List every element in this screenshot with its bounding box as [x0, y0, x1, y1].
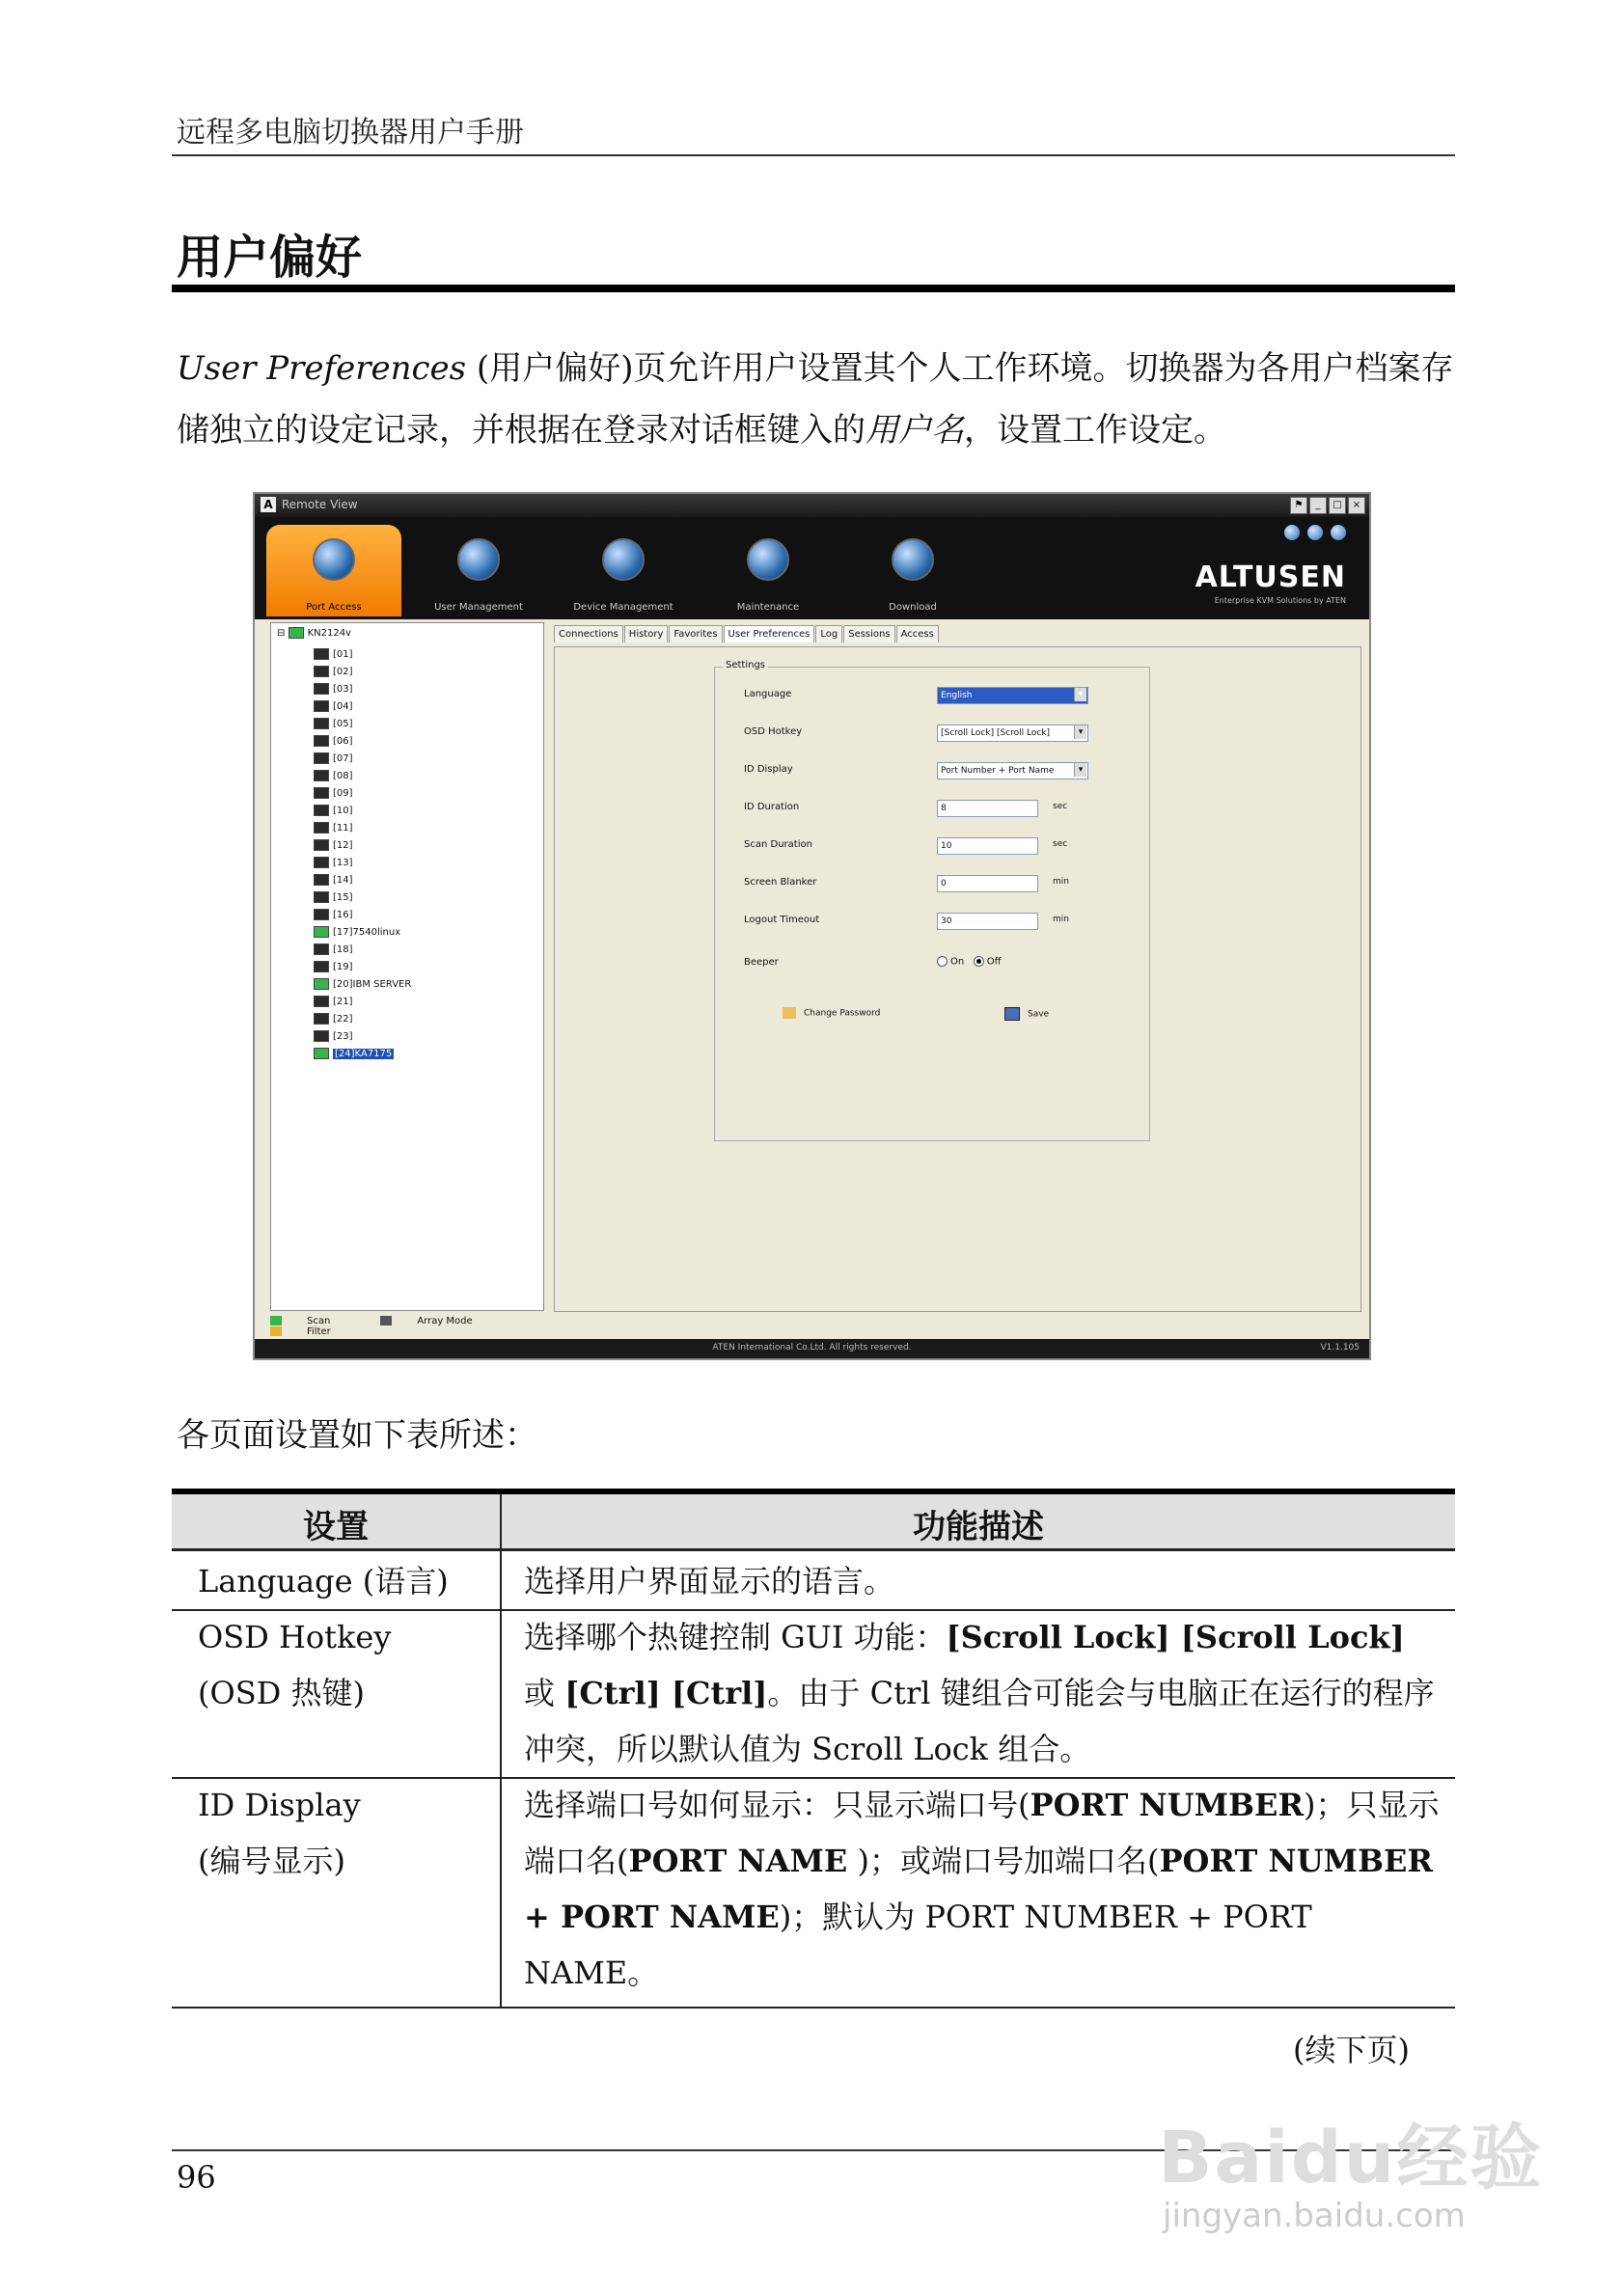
tree-item[interactable]	[314, 976, 411, 994]
computer-icon	[314, 683, 329, 695]
save-button[interactable]	[1004, 1007, 1049, 1021]
globe-icon	[313, 538, 355, 581]
main-tab-label: Maintenance	[736, 602, 800, 613]
main-tab-download[interactable]	[845, 525, 980, 616]
maximize-button[interactable]: □	[1329, 497, 1346, 514]
status-bar	[255, 1339, 1369, 1358]
tree-item[interactable]	[314, 716, 353, 733]
computer-icon	[314, 735, 329, 747]
main-tab-label: Device Management	[573, 602, 673, 613]
sub-tab-user-preferences[interactable]: User Preferences	[724, 625, 815, 642]
tool-label: Filter	[307, 1326, 331, 1337]
main-toolbar	[255, 517, 1369, 619]
beeper-options	[937, 956, 1002, 968]
computer-icon	[314, 787, 329, 799]
setting-unit: sec	[1053, 839, 1068, 849]
tool-scan[interactable]	[270, 1316, 355, 1326]
tree-item[interactable]	[314, 837, 353, 855]
tree-item[interactable]	[314, 1046, 394, 1063]
computer-icon	[314, 752, 329, 764]
tree-item[interactable]	[314, 942, 353, 959]
settings-legend: Settings	[723, 660, 768, 670]
tree-item-label: [02]	[333, 667, 353, 677]
setting-label: Scan Duration	[744, 839, 812, 850]
sub-tab-access[interactable]: Access	[896, 625, 939, 642]
tree-item-label: [12]	[333, 840, 353, 851]
setting-unit: min	[1053, 915, 1069, 924]
setting-label: ID Display	[744, 764, 793, 775]
beeper-on-radio[interactable]	[937, 956, 948, 967]
settings-group	[714, 660, 1150, 1141]
setting-input[interactable]: 0	[937, 875, 1038, 892]
column-divider	[500, 1494, 502, 2009]
tree-item-label: [10]	[333, 806, 353, 816]
computer-icon	[314, 943, 329, 955]
tree-item-label: [01]	[333, 649, 353, 660]
minimize-button[interactable]: _	[1309, 497, 1327, 514]
intro-italic: User Preferences	[177, 349, 467, 388]
setting-unit: sec	[1053, 802, 1068, 811]
tree-item[interactable]	[314, 994, 353, 1011]
computer-icon	[314, 874, 329, 886]
sub-tab-connections[interactable]: Connections	[554, 625, 623, 642]
table-cell-setting: Language (语言)	[198, 1563, 449, 1599]
computer-icon	[314, 648, 329, 660]
main-tab-port-access[interactable]	[266, 525, 401, 616]
tree-item[interactable]	[314, 872, 353, 889]
setting-label: OSD Hotkey	[744, 726, 803, 737]
pin-icon[interactable]: ⚑	[1290, 497, 1307, 514]
tree-item[interactable]	[314, 803, 353, 820]
tree-item[interactable]	[314, 1028, 353, 1046]
beeper-off-radio[interactable]	[974, 956, 984, 967]
computer-icon	[314, 926, 329, 938]
tree-item-label: [22]	[333, 1014, 353, 1025]
intro-italic-username: 用户名	[865, 411, 964, 450]
tree-item[interactable]	[314, 768, 353, 785]
tree-item-label: [06]	[333, 736, 353, 747]
copyright-text: ATEN International Co.Ltd. All rights reserved.	[712, 1343, 912, 1353]
tree-item-label: [07]	[333, 753, 353, 764]
setting-unit: min	[1053, 877, 1069, 887]
tree-item-label: [15]	[333, 892, 353, 903]
globe-icon	[892, 538, 934, 581]
intro-text-3: ，设置工作设定。	[964, 411, 1226, 450]
section-rule	[172, 285, 1455, 292]
tree-item[interactable]	[314, 733, 353, 751]
window-controls	[1288, 497, 1365, 514]
tree-item-label: [20]IBM SERVER	[333, 979, 412, 990]
tree-item[interactable]	[314, 907, 353, 924]
help-icon[interactable]	[1284, 525, 1300, 540]
change-password-label: Change Password	[804, 1008, 881, 1019]
computer-icon	[314, 770, 329, 781]
tree-item-label: [17]7540linux	[333, 927, 401, 938]
brand-subtitle: Enterprise KVM Solutions by ATEN	[1214, 596, 1346, 605]
tree-tools	[270, 1316, 542, 1335]
intro-text-2: 储独立的设定记录，并根据在登录对话框键入的	[177, 411, 865, 450]
tree-item[interactable]	[314, 785, 353, 803]
tree-item-label: [04]	[333, 701, 353, 712]
setting-label: Logout Timeout	[744, 915, 820, 925]
window-title: Remote View	[282, 498, 358, 511]
computer-icon	[314, 666, 329, 677]
beeper-on-label: On	[950, 956, 965, 968]
computer-icon	[314, 700, 329, 712]
intro-text-1: (用户偏好)页允许用户设置其个人工作环境。切换器为各用户档案存	[466, 349, 1454, 388]
tree-item[interactable]	[314, 820, 353, 837]
table-cell-setting: ID Display (编号显示)	[198, 1787, 361, 1879]
computer-icon	[314, 978, 329, 990]
tree-item[interactable]	[314, 698, 353, 716]
setting-input[interactable]: 8	[937, 800, 1038, 817]
port-tree	[270, 622, 544, 1311]
key-icon	[783, 1007, 796, 1019]
table-header-setting: 设置	[303, 1508, 369, 1546]
computer-icon	[314, 822, 329, 834]
tree-item-label: [21]	[333, 997, 353, 1007]
main-tab-label: Port Access	[306, 602, 362, 613]
sub-tab-log[interactable]: Log	[815, 625, 842, 642]
setting-input[interactable]: 30	[937, 913, 1038, 930]
setting-select[interactable]: Port Number + Port Name ▾	[937, 762, 1088, 779]
main-tab-label: Download	[889, 602, 937, 613]
tree-item-label: [16]	[333, 910, 353, 920]
sub-tab-history[interactable]: History	[624, 625, 669, 642]
beeper-off-label: Off	[986, 956, 1002, 968]
switch-icon	[288, 627, 304, 639]
main-tab-maintenance[interactable]	[701, 525, 836, 616]
tree-root-label: KN2124v	[307, 628, 351, 639]
tree-item-label: [03]	[333, 684, 353, 695]
tree-item[interactable]	[314, 959, 353, 976]
tree-item[interactable]	[314, 924, 400, 942]
change-password-button[interactable]	[783, 1007, 880, 1019]
main-tab-device-management[interactable]	[556, 525, 691, 616]
tool-array-mode[interactable]	[380, 1316, 497, 1326]
tree-item[interactable]	[314, 751, 353, 768]
computer-icon	[314, 1030, 329, 1042]
globe-icon	[457, 538, 500, 581]
tree-item-label: [18]	[333, 944, 353, 955]
table-cell-description: 选择用户界面显示的语言。	[524, 1563, 895, 1599]
globe-icon	[747, 538, 789, 581]
computer-icon	[314, 1048, 329, 1059]
tree-item-label: [09]	[333, 788, 353, 799]
computer-icon	[314, 805, 329, 816]
setting-label: Screen Blanker	[744, 877, 817, 888]
table-cell-description: 选择端口号如何显示：只显示端口号(PORT NUMBER)；只显示端口名(PORT NAME )；或端口号加端口名(PORT NUMBER + PORT NAME)；默认为 PORT NUMBER + PORT NAME。	[524, 1787, 1440, 1991]
table-intro: 各页面设置如下表所述：	[177, 1416, 537, 1455]
header-rule	[172, 154, 1455, 156]
filter-icon	[270, 1326, 282, 1336]
table-cell-description: 选择哪个热键控制 GUI 功能：[Scroll Lock] [Scroll Lock] 或 [Ctrl] [Ctrl]。由于 Ctrl 键组合可能会与电脑正在运行的程序冲突，所以默认值为 Scroll Lock 组合。	[524, 1619, 1435, 1767]
computer-icon	[314, 996, 329, 1007]
computer-icon	[314, 857, 329, 868]
tree-item-label: [24]KA7175	[335, 1049, 393, 1059]
brand-logo: ALTUSEN	[1195, 560, 1346, 594]
tree-item-label: [05]	[333, 719, 353, 729]
window-titlebar	[255, 494, 1369, 517]
app-logo-icon: A	[261, 497, 276, 512]
close-button[interactable]: ×	[1348, 497, 1365, 514]
tool-label: Scan	[307, 1316, 331, 1326]
sub-tabs	[554, 625, 940, 642]
computer-icon	[314, 839, 329, 851]
computer-icon	[314, 909, 329, 920]
table-header-rule	[172, 1548, 1455, 1551]
refresh-icon[interactable]	[1307, 525, 1323, 540]
computer-icon	[314, 1013, 329, 1025]
setting-select[interactable]: [Scroll Lock] [Scroll Lock] ▾	[937, 724, 1088, 742]
setting-label: Language	[744, 689, 792, 699]
continued-note: (续下页)	[1293, 2032, 1410, 2068]
setting-label: ID Duration	[744, 802, 800, 812]
computer-icon	[314, 961, 329, 972]
sub-tab-favorites[interactable]: Favorites	[669, 625, 722, 642]
tool-filter[interactable]	[270, 1326, 356, 1337]
tree-item-label: [23]	[333, 1031, 353, 1042]
watermark-url: jingyan.baidu.com	[1163, 2197, 1466, 2235]
tool-label: Array Mode	[417, 1316, 473, 1326]
save-label: Save	[1028, 1009, 1050, 1020]
table-cell-setting: OSD Hotkey (OSD 热键)	[198, 1619, 392, 1711]
table-header-description: 功能描述	[913, 1508, 1044, 1546]
page-number: 96	[177, 2159, 216, 2196]
save-icon	[1004, 1007, 1020, 1021]
running-header: 远程多电脑切换器用户手册	[177, 116, 524, 150]
tree-item[interactable]	[314, 889, 353, 907]
tree-item-label: [19]	[333, 962, 353, 972]
tree-item[interactable]	[314, 1011, 353, 1028]
section-title: 用户偏好	[177, 231, 363, 285]
tree-item-label: [11]	[333, 823, 353, 834]
computer-icon	[314, 718, 329, 729]
beeper-label: Beeper	[744, 957, 779, 968]
tree-item[interactable]	[314, 664, 353, 681]
intro-paragraph	[177, 338, 1460, 461]
user-preferences-panel	[554, 646, 1361, 1312]
tree-item-label: [08]	[333, 771, 353, 781]
main-tab-user-management[interactable]	[411, 525, 546, 616]
logout-icon[interactable]	[1331, 525, 1346, 540]
tree-item[interactable]	[314, 681, 353, 698]
tree-item-label: [14]	[333, 875, 353, 886]
scan-icon	[270, 1316, 282, 1326]
globe-icon	[602, 538, 645, 581]
tree-item[interactable]	[314, 646, 353, 664]
tree-item-label: [13]	[333, 858, 353, 868]
computer-icon	[314, 891, 329, 903]
watermark-logo: Baidu经验	[1158, 2117, 1544, 2200]
sub-tab-sessions[interactable]: Sessions	[843, 625, 894, 642]
setting-select[interactable]: English ▾	[937, 687, 1088, 704]
table-row-rule	[172, 2007, 1455, 2009]
version-text: V1.1.105	[1320, 1343, 1360, 1353]
main-tab-label: User Management	[434, 602, 523, 613]
top-right-icons	[1277, 525, 1346, 544]
tree-item[interactable]	[314, 855, 353, 872]
array-mode-icon	[380, 1316, 392, 1326]
tree-root[interactable]: ⊟ KN2124v	[277, 628, 351, 639]
app-screenshot	[253, 492, 1371, 1360]
setting-input[interactable]: 10	[937, 837, 1038, 855]
